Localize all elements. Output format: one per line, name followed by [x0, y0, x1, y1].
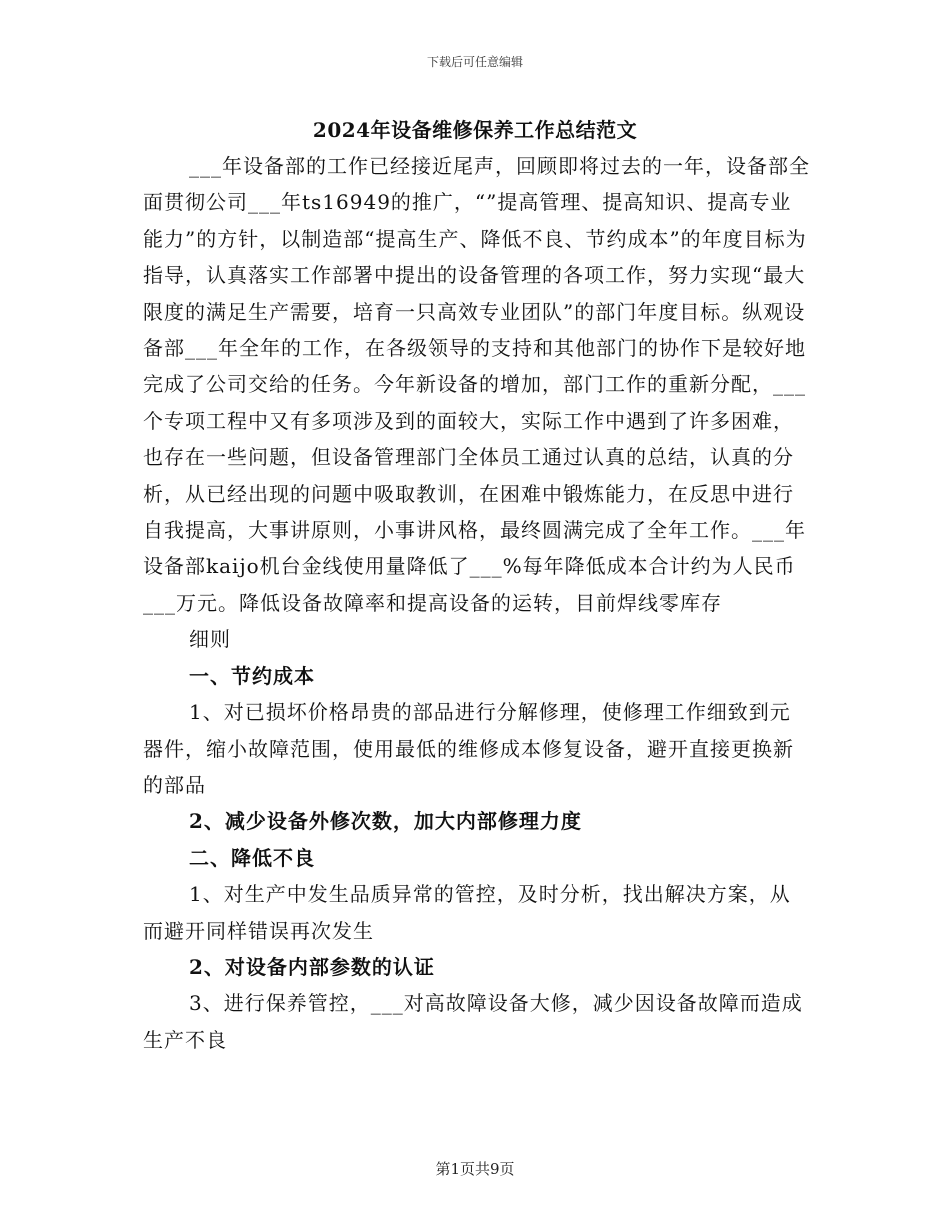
page-number: 第1页共9页 [435, 1160, 515, 1178]
details-label: 细则 [189, 627, 231, 652]
header-note: 下载后可任意编辑 [426, 55, 523, 69]
document-body [143, 148, 811, 1058]
section1-item2: 2、减少设备外修次数，加大内部修理力度 [189, 809, 582, 834]
section2-heading: 二、降低不良 [189, 845, 315, 870]
section2-item3: 3、进行保养管控，___对高故障设备大修，减少因设备故障而造成生产不良 [143, 991, 803, 1052]
document-title: 2024年设备维修保养工作总结范文 [312, 118, 638, 142]
section2-item2: 2、对设备内部参数的认证 [189, 954, 435, 979]
intro-paragraph: ___年设备部的工作已经接近尾声，回顾即将过去的一年，设备部全面贯彻公司___年ts16949的推广，“”提高管理、提高知识、提高专业能力”的方针，以制造部“提高生产、降低不良、节约成本”的年度目标为指导，认真落实工作部署中提出的设备管理的各项工作，努力实现“最大限度的满足生产需要，培育一只高效专业团队”的部门年度目标。纵观设备部___年全年的工作，在各级领导的支持和其他部门的协作下是较好地完成了公司交给的任务。今年新设备的增加，部门工作的重新分配，___个专项工程中又有多项涉及到的面较大，实际工作中遇到了许多困难，也存在一些问题，但设备管理部门全体员工通过认真的总结，认真的分析，从已经出现的问题中吸取教训，在困难中锻炼能力，在反思中进行自我提高，大事讲原则，小事讲风格，最终圆满完成了全年工作。___年设备部kaijo机台金线使用量降低了___%每年降低成本合计约为人民币___万元。降低设备故障率和提高设备的运转，目前焊线零库存 [143, 154, 810, 615]
section1-heading: 一、节约成本 [189, 663, 315, 688]
section2-item1: 1、对生产中发生品质异常的管控，及时分析，找出解决方案，从而避开同样错误再次发生 [143, 882, 791, 943]
section1-item1: 1、对已损坏价格昂贵的部品进行分解修理，使修理工作细致到元器件，缩小故障范围，使用最低的维修成本修复设备，避开直接更换新的部品 [143, 700, 794, 797]
